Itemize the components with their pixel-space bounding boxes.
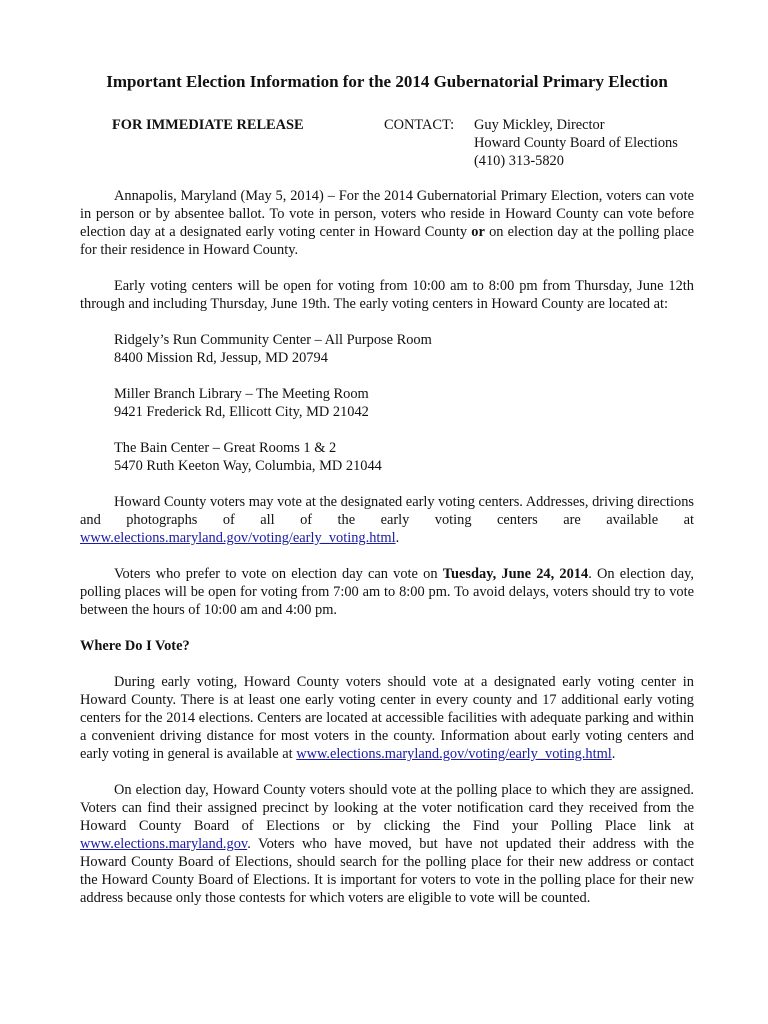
paragraph-text: Howard County voters may vote at the designated early voting centers. Addresses, driving directions and photographs of all of the early voting centers are available at bbox=[80, 494, 694, 528]
contact-details bbox=[474, 116, 678, 170]
paragraph-early-voting-location bbox=[80, 673, 694, 763]
early-voting-link[interactable]: www.elections.maryland.gov/voting/early_voting.html bbox=[80, 530, 396, 546]
paragraph-text: . bbox=[611, 746, 616, 762]
paragraph-text: . bbox=[395, 530, 400, 546]
early-voting-center-3 bbox=[114, 439, 694, 475]
paragraph-text: on election day at the polling place for their residence in Howard County. bbox=[80, 224, 695, 258]
early-voting-center-1 bbox=[114, 331, 694, 367]
center-name: Ridgely’s Run Community Center – All Purpose Room bbox=[114, 332, 432, 348]
election-date: Tuesday, June 24, 2014 bbox=[442, 566, 589, 582]
center-name: The Bain Center – Great Rooms 1 & 2 bbox=[114, 440, 337, 456]
early-voting-link[interactable]: www.elections.maryland.gov/voting/early_voting.html bbox=[296, 746, 612, 762]
center-address: 9421 Frederick Rd, Ellicott City, MD 21042 bbox=[114, 404, 369, 420]
contact-label: CONTACT: bbox=[384, 117, 455, 133]
section-heading-where: Where Do I Vote? bbox=[80, 638, 190, 654]
paragraph-early-voting-info bbox=[80, 493, 694, 547]
paragraph-text: On election day, Howard County voters should vote at the polling place to which they are assigned. Voters can find their assigned precinct by looking at the voter notification card they received from the Howard County Board of Elections or by clicking the Find your Polling Place link at bbox=[80, 782, 694, 834]
paragraph-text: During early voting, Howard County voters should vote at a designated early voting center in Howard County. There is at least one early voting center in every county and 17 additional early voting centers for the 2014 elections. Centers are located at accessible facilities with adequate parking and within a convenient driving distance for most voters in the county. Information about early voting centers and early voting in general is available at bbox=[80, 674, 694, 762]
center-address: 5470 Ruth Keeton Way, Columbia, MD 21044 bbox=[114, 458, 382, 474]
center-name: Miller Branch Library – The Meeting Room bbox=[114, 386, 369, 402]
contact-name: Guy Mickley, Director bbox=[474, 117, 605, 133]
paragraph-polling-place bbox=[80, 781, 694, 907]
document-title: Important Election Information for the 2014 Gubernatorial Primary Election bbox=[106, 72, 668, 91]
paragraph-election-day bbox=[80, 565, 694, 619]
paragraph-text: . On election day, polling places will be open for voting from 7:00 am to 8:00 pm. To avoid delays, voters should try to vote between the hours of 10:00 am and 4:00 pm. bbox=[80, 566, 694, 618]
paragraph-text: Annapolis, Maryland (May 5, 2014) – For the 2014 Gubernatorial Primary Election, voters can vote in person or by absentee ballot. To vote in person, voters who reside in Howard County can vote before election day at a designated early voting center in Howard County bbox=[80, 188, 694, 240]
contact-org: Howard County Board of Elections bbox=[474, 135, 678, 151]
paragraph-intro bbox=[80, 187, 694, 259]
early-voting-center-2 bbox=[114, 385, 694, 421]
paragraph-text: Voters who prefer to vote on election day can vote on bbox=[114, 566, 443, 582]
document-body bbox=[80, 187, 694, 925]
contact-phone: (410) 313-5820 bbox=[474, 153, 564, 169]
center-address: 8400 Mission Rd, Jessup, MD 20794 bbox=[114, 350, 328, 366]
release-label: FOR IMMEDIATE RELEASE bbox=[112, 117, 304, 133]
release-header bbox=[80, 116, 694, 170]
emphasis-or: or bbox=[471, 224, 485, 240]
paragraph-text: . Voters who have moved, but have not updated their address with the Howard County Board of Elections, should search for the polling place for their new address or contact the Howard County Board of Elections. It is important for voters to vote in the polling place for their new address because only those contests for which voters are eligible to vote will be counted. bbox=[80, 836, 694, 906]
elections-site-link[interactable]: www.elections.maryland.gov bbox=[80, 836, 248, 852]
paragraph-early-voting-hours: Early voting centers will be open for voting from 10:00 am to 8:00 pm from Thursday, June 12th through and including Thursday, June 19th. The early voting centers in Howard County are located at: bbox=[80, 278, 694, 312]
